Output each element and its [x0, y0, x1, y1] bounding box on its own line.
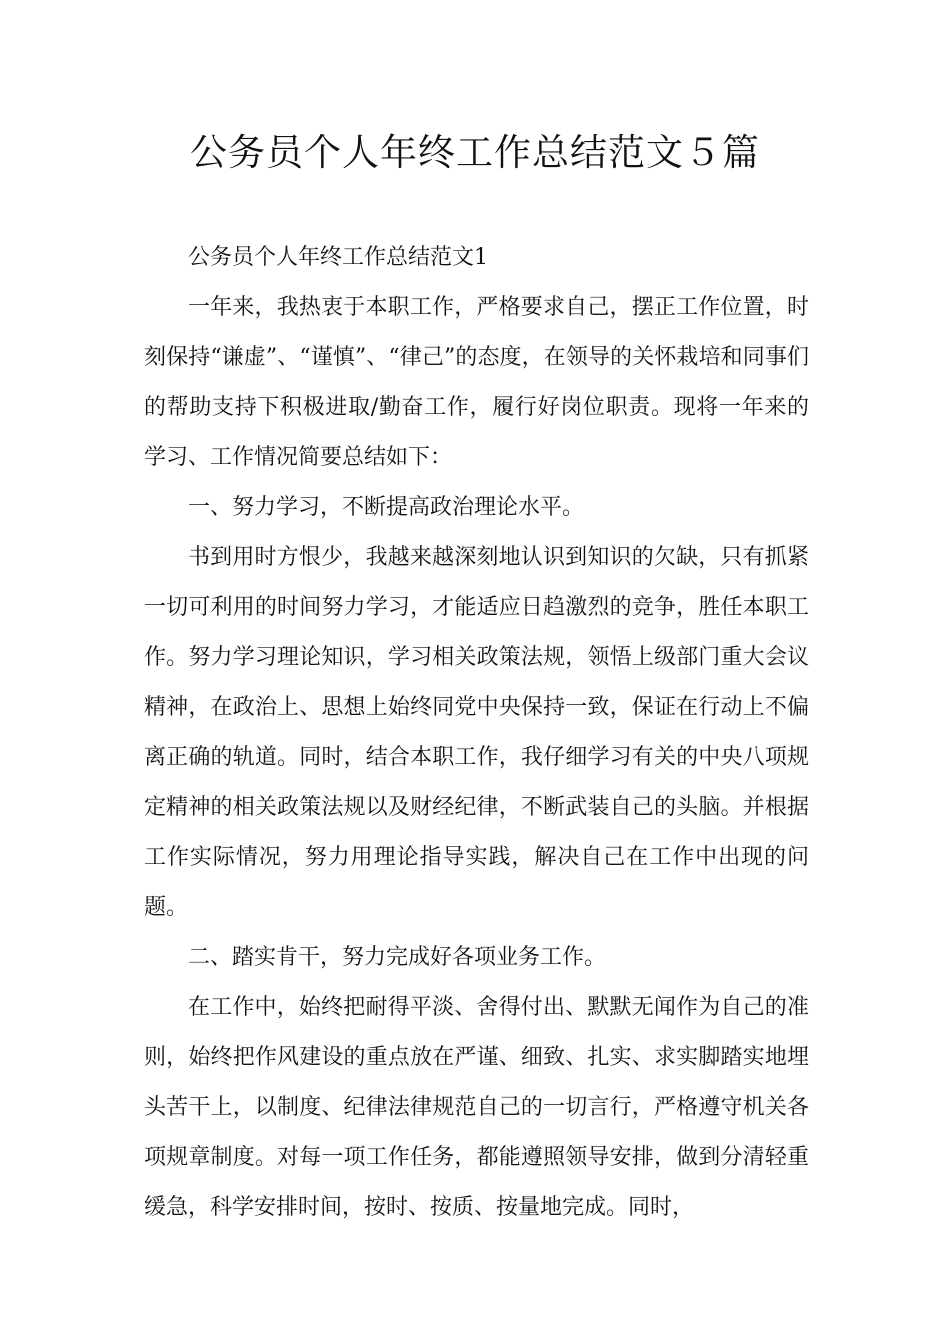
section-heading-study: 一、努力学习，不断提高政治理论水平。 — [188, 495, 585, 520]
study-paragraph: 书到用时方恨少，我越来越深刻地认识到知识的欠缺，只有抓紧一切可利用的时间努力学习，才能适应日趋激烈的竞争，胜任本职工作。努力学习理论知识，学习相关政策法规，领悟上级部门重大会议精神，在政治上、思想上始终同党中央保持一致，保证在行动上不偏离正确的轨道。同时，结合本职工作，我仔细学习有关的中央八项规定精神的相关政策法规以及财经纪律，不断武装自己的头脑。并根据工作实际情况，努力用理论指导实践，解决自己在工作中出现的问题。 — [144, 545, 809, 920]
section-heading-work: 二、踏实肯干，努力完成好各项业务工作。 — [188, 945, 607, 970]
intro-paragraph: 一年来，我热衷于本职工作，严格要求自己，摆正工作位置，时刻保持“谦虚”、“谨慎”、“律己”的态度，在领导的关怀栽培和同事们的帮助支持下积极进取/勤奋工作，履行好岗位职责。现将一年来的学习、工作情况简要总结如下： — [144, 295, 809, 470]
document-body — [144, 233, 809, 1233]
document-title: 公务员个人年终工作总结范文５篇 — [190, 131, 760, 174]
section-heading-essay-1: 公务员个人年终工作总结范文1 — [188, 245, 488, 270]
work-paragraph: 在工作中，始终把耐得平淡、舍得付出、默默无闻作为自己的准则，始终把作风建设的重点放在严谨、细致、扎实、求实脚踏实地埋头苦干上，以制度、纪律法律规范自己的一切言行，严格遵守机关各项规章制度。对每一项工作任务，都能遵照领导安排，做到分清轻重缓急，科学安排时间，按时、按质、按量地完成。同时， — [144, 995, 809, 1220]
